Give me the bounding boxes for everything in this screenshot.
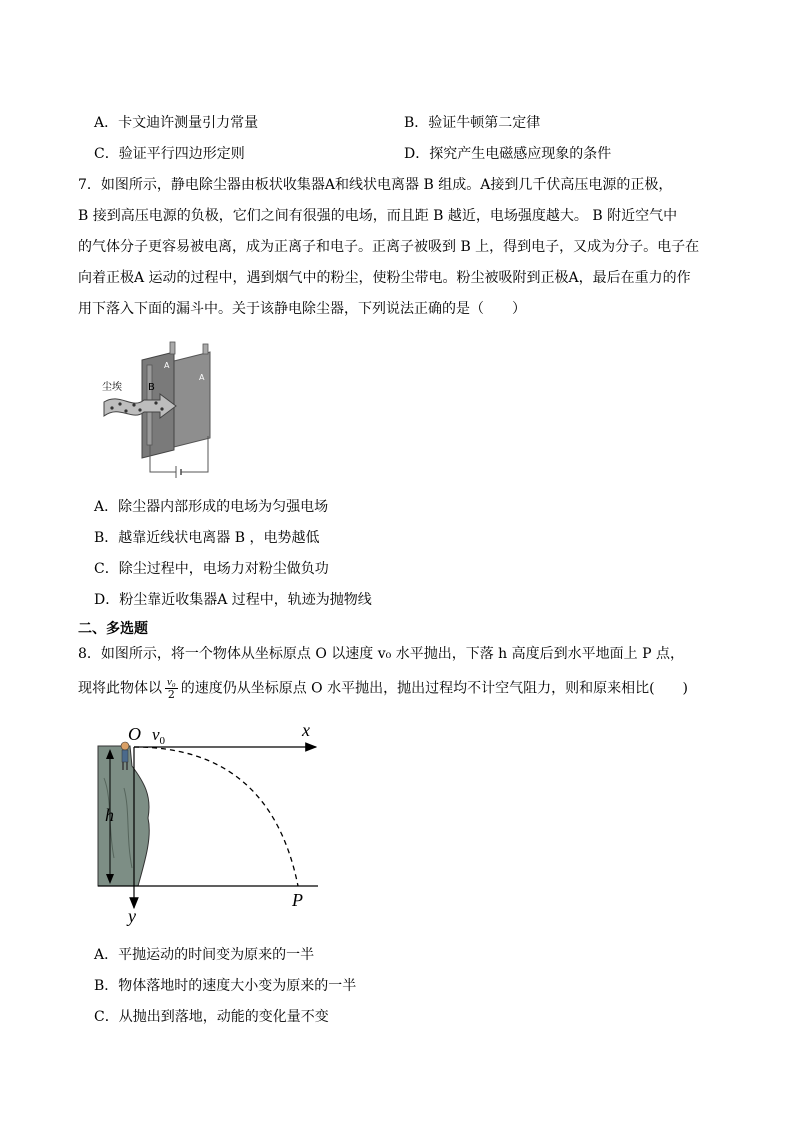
q7-precipitator-figure	[98, 340, 228, 480]
q7-stem-line-2: B 接到高压电源的负极，它们之间有很强的电场，而且距 B 越近，电场强度越大。 B 附近空气中	[78, 208, 678, 224]
q7-stem-line-1: 7．如图所示，静电除尘器由板状收集器A和线状电离器 B 组成。A接到几千伏高压电源的正极，	[78, 177, 673, 193]
collector-plate-rear	[170, 352, 210, 448]
q7-stem-line-3: 的气体分子更容易被电离，成为正离子和电子。正离子被吸到 B 上，得到电子，又成为分子。电子在	[78, 239, 700, 255]
label-o: O	[128, 724, 141, 744]
label-b: B	[148, 382, 155, 393]
q8-stem-post: 的速度仍从坐标原点 O 水平抛出，抛出过程均不计空气阻力，则和原来相比( )	[180, 680, 689, 697]
label-a-rear: A	[199, 373, 205, 382]
q6-option-d: D．探究产生电磁感应现象的条件	[404, 146, 612, 162]
q7-option-d: D．粉尘靠近收集器A 过程中，轨迹为抛物线	[94, 592, 372, 608]
q7-stem-line-5: 用下落入下面的漏斗中。关于该静电除尘器，下列说法正确的是（ ）	[78, 301, 526, 317]
q7-stem-line-4: 向着正极A 运动的过程中，遇到烟气中的粉尘，使粉尘带电。粉尘被吸附到正极A，最后在重力的作	[78, 270, 691, 286]
label-x: x	[302, 720, 310, 740]
q6-option-a: A．卡文迪许测量引力常量	[94, 115, 259, 131]
q6-option-b: B．验证牛顿第二定律	[404, 115, 541, 131]
trajectory-curve	[134, 747, 298, 886]
label-p: P	[292, 890, 303, 910]
label-a-front: A	[164, 361, 170, 370]
section-heading-multiple-choice: 二、多选题	[78, 621, 148, 637]
q8-stem-pre: 现将此物体以	[78, 680, 162, 697]
person-body	[122, 750, 128, 762]
label-h: h	[105, 805, 114, 825]
fraction-numerator: v₀	[167, 676, 176, 688]
dust-flow-arrow	[104, 394, 176, 418]
q8-stem-line-2	[78, 676, 688, 701]
label-y: y	[128, 906, 136, 926]
label-dust: 尘埃	[102, 382, 122, 393]
q8-option-b: B．物体落地时的速度大小变为原来的一半	[94, 978, 357, 994]
q8-projectile-figure	[90, 718, 330, 928]
q8-stem-line-1: 8．如图所示，将一个物体从坐标原点 O 以速度 v₀ 水平抛出，下落 h 高度后到水平地面上 P 点，	[78, 646, 684, 662]
q8-option-c: C．从抛出到落地，动能的变化量不变	[94, 1009, 329, 1025]
fraction-denominator: 2	[167, 688, 175, 701]
q7-option-a: A．除尘器内部形成的电场为匀强电场	[94, 499, 329, 515]
q7-option-b: B．越靠近线状电离器 B ，电势越低	[94, 530, 320, 546]
q7-option-c: C．除尘过程中，电场力对粉尘做负功	[94, 561, 329, 577]
q8-fraction-v0-over-2	[165, 676, 178, 701]
label-v0: $v_0$	[152, 725, 166, 747]
q8-option-a: A．平抛运动的时间变为原来的一半	[94, 947, 315, 963]
q6-option-c: C．验证平行四边形定则	[94, 146, 245, 162]
